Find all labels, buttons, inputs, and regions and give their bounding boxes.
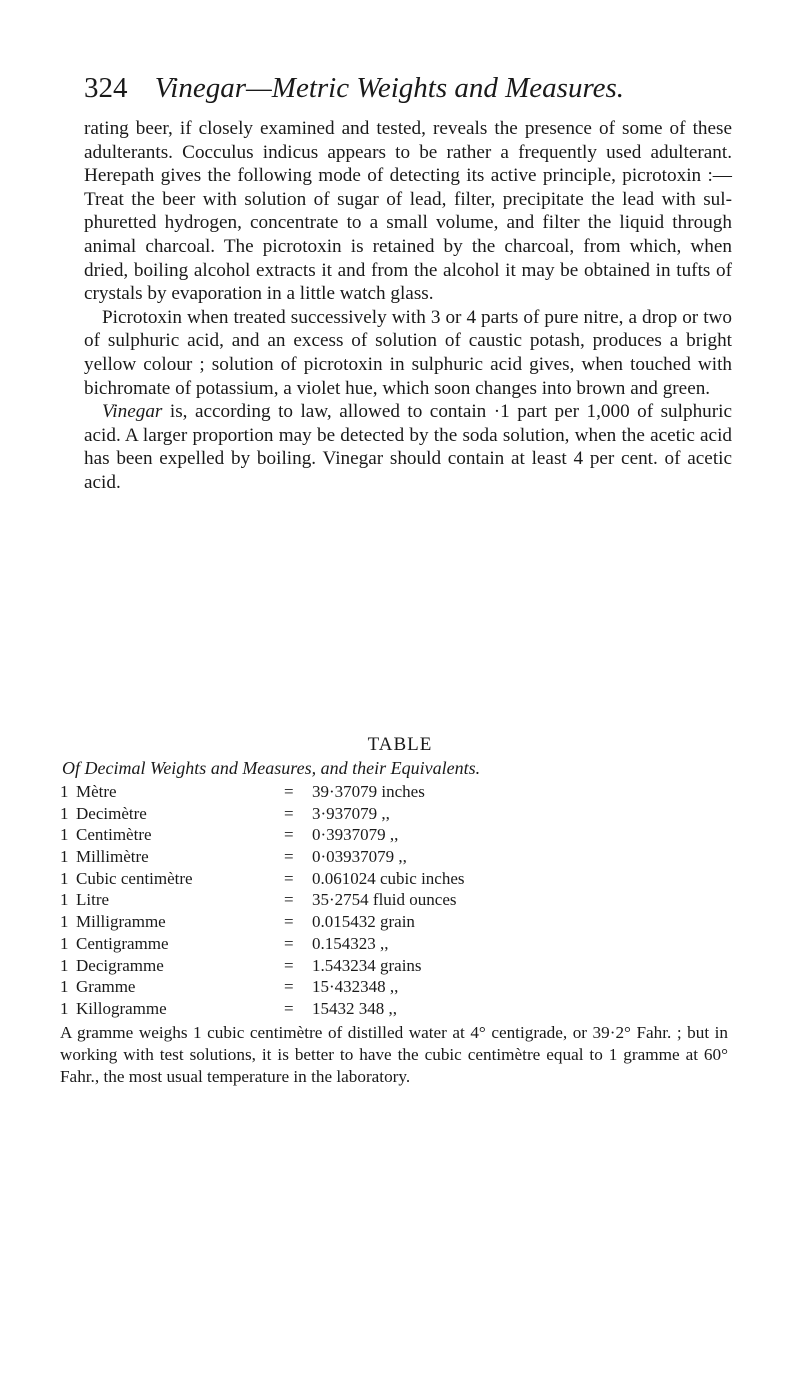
paragraph-1: rating beer, if closely examined and tested, reveals the presence of some of these adulterants. Cocculus indicus appears to be rather a frequently used adulterant. Herepath gives the following mode of detecting its active principle, picrotoxin :—Treat the beer with solution of sugar of lead, filter, precipitate the lead with sulphuretted hydrogen, concentrate to a small volume, and filter the liquid through animal charcoal. The picrotoxin is retained by the charcoal, from which, when dried, boiling alcohol extracts it and from the alcohol it may be obtained in tufts of crystals by evaporation in a little watch glass. [84,118,732,305]
running-title: Vinegar—Metric Weights and Measures. [154,72,625,104]
equivalents-table [60,782,680,1021]
row-unit: Litre [76,890,110,910]
row-quantity: 1 [60,825,69,845]
row-quantity: 1 [60,998,69,1018]
paragraph-2: Picrotoxin when treated successively with 3 or 4 parts of pure nitre, a drop or two of sulphuric acid, and an excess of solution of caustic potash, produces a bright yellow colour ; solution of picrotoxin in sulphuric acid gives, when touched with bichromate of potassium, a violet hue, which soon changes into brown and green. [84,306,732,399]
table-title: TABLE [367,734,433,755]
row-unit: Decimètre [76,803,147,823]
table-row [60,869,680,891]
page-number: 324 [84,72,128,104]
row-quantity: 1 [60,933,69,953]
table-subtitle: Of Decimal Weights and Measures, and their Equivalents. [62,758,481,778]
row-unit: Killogramme [76,998,167,1018]
row-unit: Centimètre [76,825,152,845]
row-quantity: 1 [60,847,69,867]
table-note [60,1022,728,1087]
row-equals: = [284,803,294,823]
paragraph-3-lead: Vinegar [102,401,163,423]
table-row [60,804,680,826]
table-row [60,782,680,804]
row-quantity: 1 [60,955,69,975]
row-equals: = [284,933,294,953]
row-equals: = [284,847,294,867]
row-equals: = [284,977,294,997]
row-unit: Gramme [76,977,136,997]
row-value: 15432 348 ,, [312,998,397,1018]
row-value: 0.061024 cubic inches [312,868,465,888]
row-value: 1.543234 grains [312,955,422,975]
row-equals: = [284,782,294,801]
table-row [60,977,680,999]
table-row [60,825,680,847]
row-quantity: 1 [60,868,69,888]
row-unit: Mètre [76,782,117,801]
row-value: 0.015432 grain [312,912,415,932]
row-quantity: 1 [60,782,69,801]
paragraph-3 [84,400,732,494]
row-equals: = [284,955,294,975]
row-quantity: 1 [60,803,69,823]
row-equals: = [284,825,294,845]
table-row [60,847,680,869]
row-unit: Cubic centimètre [76,868,193,888]
row-quantity: 1 [60,890,69,910]
row-unit: Milligramme [76,912,166,932]
table-row [60,912,680,934]
body-text [84,117,732,495]
row-unit: Decigramme [76,955,164,975]
table-note-text: A gramme weighs 1 cubic centimètre of distilled water at 4° centigrade, or 39·2° Fahr. ; but in working with test solutions, it is better to have the cubic centimètre equal to 1 gramme at 60° Fahr., the most usual temperature in the laboratory. [60,1023,728,1086]
row-quantity: 1 [60,977,69,997]
row-value: 15·432348 ,, [312,977,399,997]
row-equals: = [284,998,294,1018]
row-value: 0·3937079 ,, [312,825,399,845]
paragraph-3-rest: is, according to law, allowed to contain ·1 part per 1,000 of sulphuric acid. A larger proportion may be detected by the soda solution, when the acetic acid has been expelled by boiling. Vinegar should contain at least 4 per cent. of acetic acid. [84,401,732,493]
row-equals: = [284,868,294,888]
row-unit: Millimètre [76,847,149,867]
row-value: 0.154323 ,, [312,933,389,953]
row-unit: Centigramme [76,933,169,953]
row-value: 35·2754 fluid ounces [312,890,457,910]
row-value: 39·37079 inches [312,782,425,801]
row-value: 3·937079 ,, [312,803,390,823]
row-quantity: 1 [60,912,69,932]
table-row [60,890,680,912]
table-row [60,956,680,978]
table-row [60,999,680,1021]
page-header [84,72,734,105]
row-equals: = [284,912,294,932]
row-equals: = [284,890,294,910]
table-row [60,934,680,956]
row-value: 0·03937079 ,, [312,847,407,867]
